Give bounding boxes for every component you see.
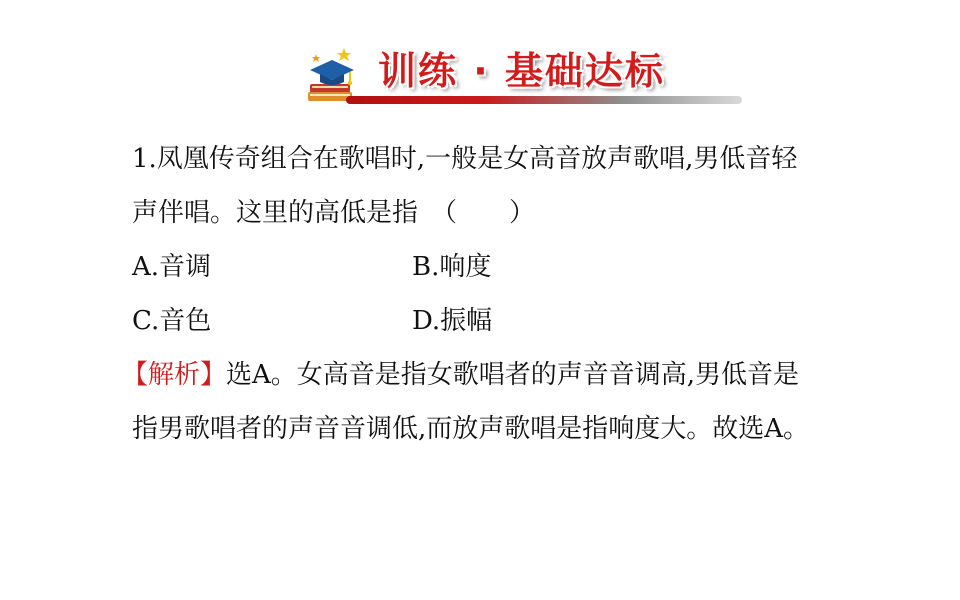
option-a: A.音调 [132, 252, 212, 282]
options-row-2 [132, 294, 912, 348]
graduation-cap-books-icon [306, 46, 358, 102]
option-d: D.振幅 [412, 306, 493, 336]
analysis-line-2: 指男歌唱者的声音音调低,而放声歌唱是指响度大。故选A。 [132, 414, 810, 444]
option-c: C.音色 [132, 306, 212, 336]
options-row-1 [132, 240, 912, 294]
option-b: B.响度 [412, 252, 492, 282]
header-divider [346, 96, 742, 104]
analysis-line-1 [122, 348, 912, 402]
analysis-tag: 【解析】 [122, 360, 227, 390]
section-header [300, 36, 740, 108]
question-content [122, 132, 912, 456]
question-stem-line-1: 1.凤凰传奇组合在歌唱时,一般是女高音放声歌唱,男低音轻 [132, 144, 798, 174]
analysis-text-1: 选A。女高音是指女歌唱者的声音音调高,男低音是 [226, 360, 800, 390]
question-stem-line-2: 声伴唱。这里的高低是指 （ ） [132, 198, 536, 228]
section-title: 训练 · 基础达标 [378, 49, 665, 93]
